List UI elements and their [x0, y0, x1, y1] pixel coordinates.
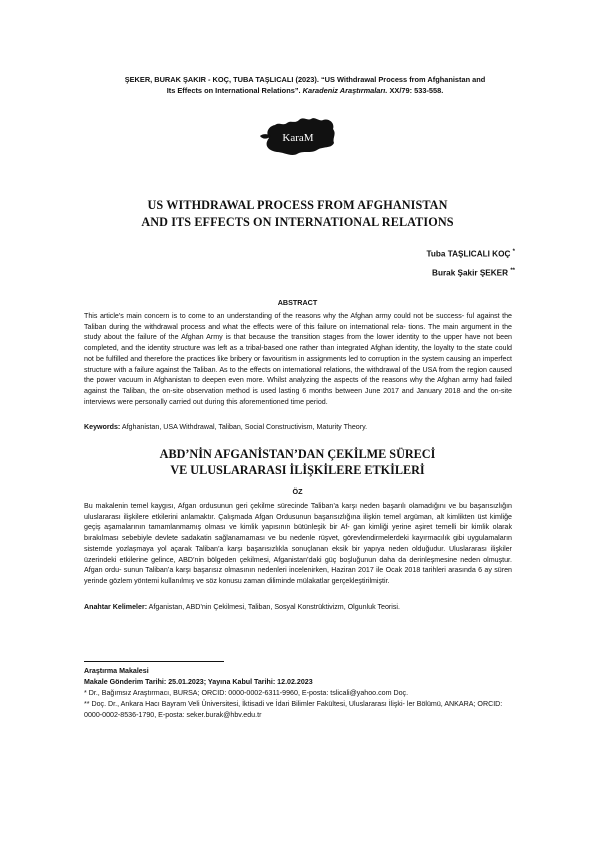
english-title [60, 197, 535, 231]
author-2-name: Burak Şakir ŞEKER [432, 268, 509, 278]
footnote-divider [84, 661, 224, 662]
oz-heading: ÖZ [292, 487, 303, 496]
keywords-label: Keywords: [84, 423, 121, 431]
logo-text: KaraM [282, 132, 314, 144]
citation-journal: Karadeniz Araştırmaları. [302, 85, 388, 95]
article-dates: Makale Gönderim Tarihi: 25.01.2023; Yayına Kabul Tarihi: 12.02.2023 [84, 678, 313, 686]
english-title-line-1: US WITHDRAWAL PROCESS FROM AFGHANISTAN [147, 198, 448, 212]
author-1 [427, 249, 515, 259]
english-title-line-2: AND ITS EFFECTS ON INTERNATIONAL RELATIONS [141, 215, 454, 229]
oz-text: Bu makalenin temel kaygısı, Afgan ordusunun geri çekilme sürecinde Taliban’a karşı neden başarılı olamadığını ve bu başarısızlığın uluslararası ilişkilere etkilerini anlamaktır. Çalışmada Afgan Ordusunun başarısızlığına ilişkin temel argüman, alt kimlikten üst kimliğe geçiş aşamalarının tamamlanmamış olması ve kimlik yapısının bütünleşik bir Af- gan kimliği yerine aşiret temelli bir kimlik olarak bırakılması sebebiyle devlete sadakatin sağlanamaması ve bu nedenle rüşvet, görevlendirmelerdeki kayırmacılık gibi uygulamaların sistemde yozlaşmaya yol açarak Taliban’a karşı başarısızlıkla sonuçlanan eksik bir yapıya neden olduğudur. Uluslararası ilişkiler üzerindeki etkilerine gelince, ABD’nin bölgeden çekilmesi, Afganistan’daki güç boşluğunun daha da derinleşmesine neden olmuştur. Afgan ordu- sunun Taliban’a karşı başarısız olmasının nedenleri incelenirken, Haziran 2017 ile Ocak 2018 tarihleri arasında 6 ay süren yerinde gözlem yöntemi kullanılmış ve söz konusu zaman diliminde mülakatlar gerçekleştirilmiştir. [84, 502, 512, 585]
turkish-title-line-1: ABD’NİN AFGANİSTAN’DAN ÇEKİLME SÜRECİ [159, 447, 436, 461]
author-2 [432, 268, 515, 278]
article-type: Araştırma Makalesi [84, 667, 149, 675]
journal-logo [255, 110, 340, 160]
turkish-keywords-list: Afganistan, ABD’nin Çekilmesi, Taliban, Sosyal Konstrüktivizm, Olgunluk Teorisi. [148, 603, 400, 611]
turkish-keywords [84, 603, 512, 611]
turkish-keywords-label: Anahtar Kelimeler: [84, 603, 148, 611]
citation-line-2 [110, 86, 500, 97]
citation-line-1: ŞEKER, BURAK ŞAKIR - KOÇ, TUBA TAŞLICALI (2023). “US Withdrawal Process from Afghanistan and [124, 75, 486, 84]
citation [110, 75, 500, 96]
footnote-author-1: * Dr., Bağımsız Araştırmacı, BURSA; ORCID: 0000-0002-6311-9960, E-posta: tslicali@yahoo.com Doç. [84, 689, 409, 697]
citation-title-end: Its Effects on International Relations”. [166, 85, 301, 95]
author-2-mark: ** [510, 268, 515, 274]
abstract-text: This article's main concern is to come to an understanding of the reasons why the Afghan army could not be success- ful against the Taliban during the withdrawal process and what the effects were of this failure on international rela- tions. The main argument in the study about the failure of the Afghan Army is that because the transition stages from the lower identity to the upper have not been completed, and the identity structure was left as a tribal-based one rather than integrated Afghan identity, the loyalty to the state could not be fulfilled and therefore the practices like bribery or favouritism in assignments led to corruption in the system causing an imperfect structure with a failure against the Taliban. As to the effects on international relations, the withdrawal of the USA from the region caused the power vacuum in Afghanistan to deepen even more. Whilst analyzing the aspects of the reasons why the Afghan army had failed against the Taliban, the on-site observation method is used lasting 6 months between June 2017 and January 2018 and the on-site interviews were personally carried out during this aforementioned time period. [84, 312, 512, 406]
footnote-author-2: ** Doç. Dr., Ankara Hacı Bayram Veli Üniversitesi, İktisadi ve İdari Bilimler Fakültesi, Uluslararası İlişki- ler Bölümü, ANKARA; ORCID: 0000-0002-8536-1790, E-posta: seker.burak@hbv.edu.tr [84, 700, 503, 719]
author-1-name: Tuba TAŞLICALI KOÇ [426, 249, 511, 259]
abstract-heading: ABSTRACT [277, 298, 318, 307]
author-1-mark: * [512, 249, 515, 255]
turkish-title-line-2: VE ULUSLARARASI İLİŞKİLERE ETKİLERİ [170, 463, 425, 477]
keywords-list: Afghanistan, USA Withdrawal, Taliban, Social Constructivism, Maturity Theory. [121, 423, 368, 431]
turkish-title [60, 446, 535, 478]
citation-volume: XX/79: 533-558. [389, 85, 444, 95]
keywords [84, 423, 512, 431]
